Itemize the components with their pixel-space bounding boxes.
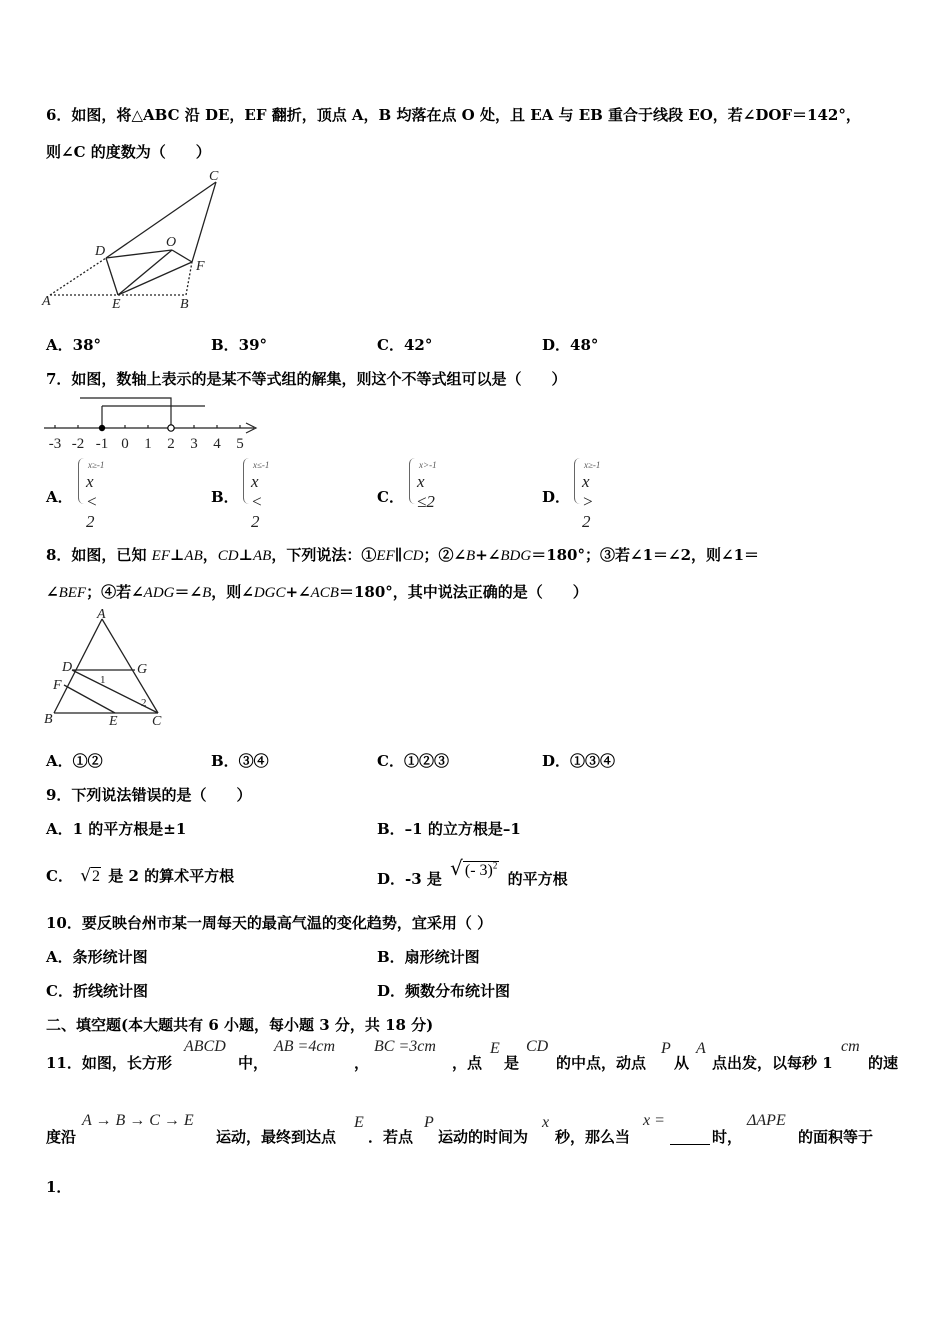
q7-hollow-dot [168,425,174,431]
q11-bc-length: BC =3cm [374,1038,436,1055]
q6-edge-bf [186,262,192,295]
q6-edge-cf [192,182,216,262]
q6-edge-ad [50,258,106,295]
q7-bracket-left [80,398,171,425]
q8-option-b[interactable]: B．③④ [211,752,269,770]
svg-text:-2: -2 [71,436,85,452]
svg-text:0: 0 [121,436,129,452]
q9-sqrt-expr: √ (- 3)$^2$ [450,856,498,880]
q8-stem-line2: ∠BEF；④若∠ADG＝∠B，则∠DGC+∠ACB＝180°，其中说法正确的是（ ） [46,583,588,601]
q9-option-c[interactable]: C． √2 是 2 的算术平方根 [46,866,235,886]
q7-stem: 7．如图，数轴上表示的是某不等式组的解集，则这个不等式组可以是（ ） [46,370,567,388]
q6-label-f: F [196,259,205,274]
q11-line1-a: 11．如图，长方形 [46,1054,172,1072]
q9-stem: 9．下列说法错误的是（ ） [46,786,252,804]
section2-title: 二、填空题(本大题共有 6 小题，每小题 3 分，共 18 分) [46,1016,434,1034]
q6-edge-of [172,250,192,262]
svg-text:G: G [137,662,148,677]
q6-label-c: C [209,169,219,184]
q11-ab-length: AB =4cm [274,1038,335,1055]
svg-text:5: 5 [236,436,244,452]
q10-option-c[interactable]: C．折线统计图 [46,982,148,1000]
q8-figure [40,605,175,730]
q6-stem-line2: 则∠C 的度数为（ ） [46,143,211,161]
svg-text:1: 1 [144,436,152,452]
q8-option-d[interactable]: D．①③④ [542,752,616,770]
q6-edge-dc [106,182,216,258]
svg-text:C: C [152,714,162,729]
q8-stem-line1: 8．如图，已知 EF⊥AB，CD⊥AB，下列说法：①EF∥CD；②∠B+∠BDG＝180°；③若∠1＝∠2，则∠1＝ [46,546,760,564]
q11-abcd: ABCD [184,1038,226,1055]
q6-option-c[interactable]: C．42° [377,336,433,354]
q9-option-b[interactable]: B．–1 的立方根是–1 [377,820,521,838]
q6-option-b[interactable]: B．39° [211,336,268,354]
q7-option-d[interactable]: D． [542,488,571,506]
q6-edge-de [106,258,118,295]
q10-option-b[interactable]: B．扇形统计图 [377,948,480,966]
svg-text:-3: -3 [48,436,62,452]
svg-text:B: B [44,712,53,727]
q10-option-a[interactable]: A．条形统计图 [46,948,148,966]
q6-label-b: B [180,297,189,312]
q6-label-a: A [42,294,51,309]
q11-answer-blank[interactable] [670,1126,710,1145]
q6-label-e: E [112,297,121,312]
q6-label-o: O [166,235,177,250]
q10-option-d[interactable]: D．频数分布统计图 [377,982,511,1000]
q8-option-a[interactable]: A．①② [46,752,103,770]
svg-text:1: 1 [100,674,106,686]
q6-label-d: D [95,244,106,259]
q8-edge-fe [64,685,115,713]
q6-stem-line1: 6．如图，将△ABC 沿 DE，EF 翻折，顶点 A，B 均落在点 O 处，且 EA 与 EB 重合于线段 EO，若∠DOF＝142°， [46,106,861,124]
q7-option-b[interactable]: B． [211,488,239,506]
svg-text:2: 2 [167,436,175,452]
q7-option-c[interactable]: C． [377,488,404,506]
q9-option-d[interactable]: D．-3 是 √ (- 3)$^2$ 的平方根 [377,856,568,888]
q11-line3: 1． [46,1178,72,1196]
q7-solid-dot [99,425,105,431]
q6-edge-eo [118,250,172,295]
svg-text:E: E [109,714,118,729]
svg-text:F: F [53,678,62,693]
q11-path: A → B → C → E [82,1112,194,1129]
svg-text:3: 3 [190,436,198,452]
svg-text:A: A [97,607,106,622]
q8-option-c[interactable]: C．①②③ [377,752,449,770]
q6-option-d[interactable]: D．48° [542,336,599,354]
q7-option-a[interactable]: A． [46,488,73,506]
q10-stem: 10．要反映台州市某一周每天的最高气温的变化趋势，宜采用（ ） [46,914,493,932]
q9-option-a[interactable]: A．1 的平方根是±1 [46,820,187,838]
q6-edge-ef [118,262,192,295]
q6-figure [40,165,240,315]
q6-option-a[interactable]: A．38° [46,336,102,354]
q7-number-line [40,390,270,452]
svg-text:D: D [62,660,73,675]
svg-text:2: 2 [141,697,147,709]
svg-text:-1: -1 [95,436,109,452]
svg-text:4: 4 [213,436,221,452]
q9-sqrt-2: √2 [80,866,101,886]
